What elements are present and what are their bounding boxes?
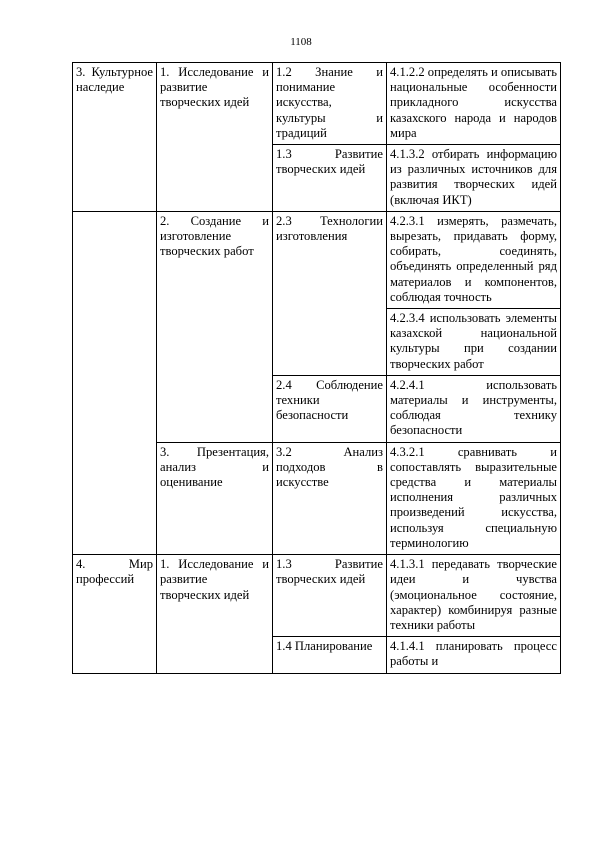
table-row bbox=[73, 63, 561, 145]
objective-text: 4.3.2.1 сравнивать и сопоставлять выразительные средства и материалы исполнения различных произведений искусства, используя специальную терминологию bbox=[390, 444, 557, 550]
objective-cell bbox=[387, 637, 561, 673]
goal-label: 2.3 Технологии изготовления bbox=[276, 213, 383, 244]
section-cell-continued bbox=[73, 211, 157, 554]
subsection-label: 3. Презентация, анализ и оценивание bbox=[160, 444, 269, 490]
goal-cell bbox=[273, 555, 387, 637]
objective-cell bbox=[387, 375, 561, 442]
goal-cell bbox=[273, 63, 387, 145]
objective-cell bbox=[387, 145, 561, 212]
subsection-cell bbox=[157, 63, 273, 212]
objective-cell bbox=[387, 442, 561, 554]
goal-label: 1.4 Планирование bbox=[276, 639, 373, 654]
goal-label: 1.3 Развитие творческих идей bbox=[276, 557, 383, 587]
page-number: 1108 bbox=[290, 36, 312, 48]
goal-label: 2.4 Соблюдение техники безопасности bbox=[276, 377, 383, 423]
objective-text: 4.1.4.1 планировать процесс работы и bbox=[390, 639, 557, 669]
goal-cell bbox=[273, 145, 387, 212]
subsection-cell bbox=[157, 442, 273, 554]
objective-text: 4.1.2.2 определять и описывать национальные особенности прикладного искусства казахского народа и народов мира bbox=[390, 65, 558, 140]
goal-label: 3.2 Анализ подходов в искусстве bbox=[276, 444, 383, 490]
section-label: 4. Мир профессий bbox=[76, 557, 153, 587]
goal-label: 1.2 Знание и понимание искусства, культуры и традиций bbox=[276, 65, 383, 140]
objective-cell bbox=[387, 211, 561, 308]
subsection-cell bbox=[157, 555, 273, 673]
objective-text: 4.2.4.1 использовать материалы и инструменты, соблюдая технику безопасности bbox=[390, 377, 557, 438]
objective-text: 4.2.3.4 использовать элементы казахской национальной культуры при создании творческих работ bbox=[390, 311, 557, 371]
objective-text: 4.1.3.2 отбирать информацию из различных источников для развития творческих идей (включая ИКТ) bbox=[390, 147, 557, 207]
section-label: 3. Культурное наследие bbox=[76, 65, 153, 95]
objective-text: 4.2.3.1 измерять, размечать, вырезать, придавать форму, собирать, соединять, объединять определенный ряд материалов и компонентов, соблюдая точность bbox=[390, 213, 557, 304]
objective-cell bbox=[387, 309, 561, 376]
objective-cell bbox=[387, 63, 561, 145]
goal-label: 1.3 Развитие творческих идей bbox=[276, 147, 383, 177]
table-row bbox=[73, 211, 561, 308]
subsection-label: 2. Создание и изготовление творческих работ bbox=[160, 213, 269, 259]
subsection-cell bbox=[157, 211, 273, 442]
subsection-label: 1. Исследование и развитие творческих идей bbox=[160, 557, 269, 602]
curriculum-table bbox=[72, 62, 561, 674]
section-cell bbox=[73, 555, 157, 673]
table-row bbox=[73, 555, 561, 637]
objective-text: 4.1.3.1 передавать творческие идеи и чувства (эмоциональное состояние, характер) комбинируя разные техники работы bbox=[390, 557, 557, 632]
goal-cell bbox=[273, 442, 387, 554]
objective-cell bbox=[387, 555, 561, 637]
goal-cell bbox=[273, 375, 387, 442]
goal-cell bbox=[273, 637, 387, 673]
section-cell bbox=[73, 63, 157, 212]
subsection-label: 1. Исследование и развитие творческих идей bbox=[160, 65, 269, 110]
goal-cell bbox=[273, 211, 387, 375]
